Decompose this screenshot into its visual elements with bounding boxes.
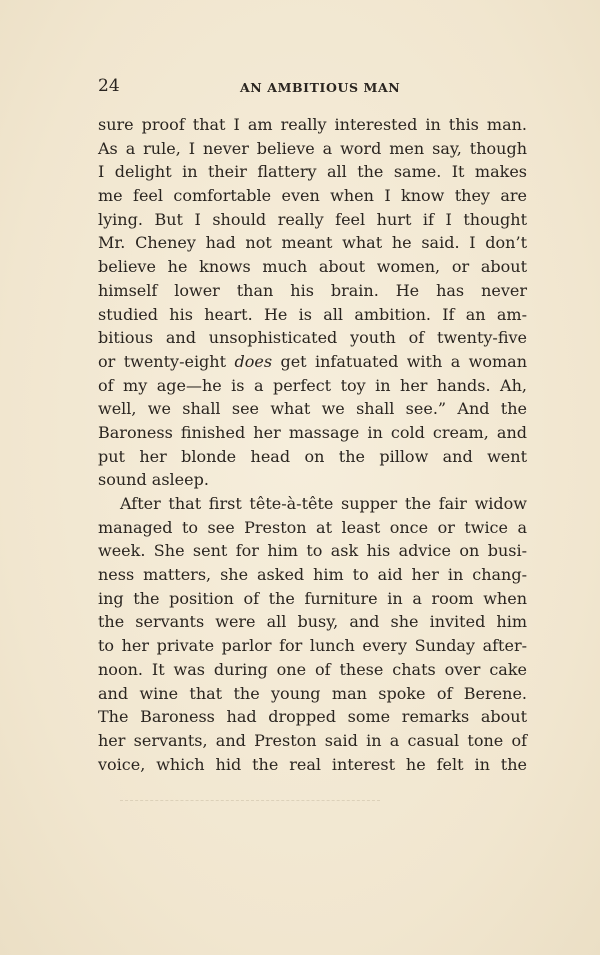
text-line: well, we shall see what we shall see.” And the xyxy=(98,399,527,419)
text-line: of my age—he is a perfect toy in her hands. Ah, xyxy=(98,375,527,395)
page-number: 24 xyxy=(98,76,120,96)
text-line: put her blonde head on the pillow and went xyxy=(98,446,527,466)
text-line: her servants, and Preston said in a casual tone of xyxy=(98,730,527,750)
text-line: himself lower than his brain. He has never xyxy=(98,280,527,300)
text-line: studied his heart. He is all ambition. If an am- xyxy=(98,304,527,324)
text-line: week. She sent for him to ask his advice on busi- xyxy=(98,541,527,561)
bottom-smudge xyxy=(120,800,380,801)
body-text xyxy=(98,113,527,776)
text-line: Mr. Cheney had not meant what he said. I don’t xyxy=(98,233,527,253)
text-line: sure proof that I am really interested in this man. xyxy=(98,115,527,134)
text-line: sound asleep. xyxy=(98,470,209,490)
text-segment: or twenty-eight xyxy=(98,351,235,371)
text-line: voice, which hid the real interest he felt in the xyxy=(98,754,527,774)
text-line: After that first tête-à-tête supper the fair widow xyxy=(120,494,527,513)
text-line: ness matters, she asked him to aid her in chang- xyxy=(98,565,527,585)
text-line: the servants were all busy, and she invited him xyxy=(98,612,527,632)
text-line: bitious and unsophisticated youth of twenty-five xyxy=(98,328,527,348)
text-line: believe he knows much about women, or about xyxy=(98,257,527,277)
text-line: noon. It was during one of these chats over cake xyxy=(98,659,527,679)
text-line: me feel comfortable even when I know they are xyxy=(98,186,527,206)
text-line xyxy=(98,350,527,374)
text-line: The Baroness had dropped some remarks about xyxy=(98,707,527,727)
text-line: managed to see Preston at least once or twice a xyxy=(98,517,527,537)
italic-word: does xyxy=(234,351,273,371)
text-segment: get infatuated with a woman xyxy=(272,351,528,371)
text-line: I delight in their flattery all the same. It makes xyxy=(98,162,527,182)
text-line: ing the position of the furniture in a room when xyxy=(98,588,527,608)
text-line: As a rule, I never believe a word men say, though xyxy=(98,138,527,158)
text-line: and wine that the young man spoke of Berene. xyxy=(98,683,527,703)
text-line: to her private parlor for lunch every Sunday after- xyxy=(98,636,527,656)
text-line: Baroness finished her massage in cold cream, and xyxy=(98,422,527,442)
running-title: AN AMBITIOUS MAN xyxy=(240,80,401,95)
text-line: lying. But I should really feel hurt if I thought xyxy=(98,209,527,229)
